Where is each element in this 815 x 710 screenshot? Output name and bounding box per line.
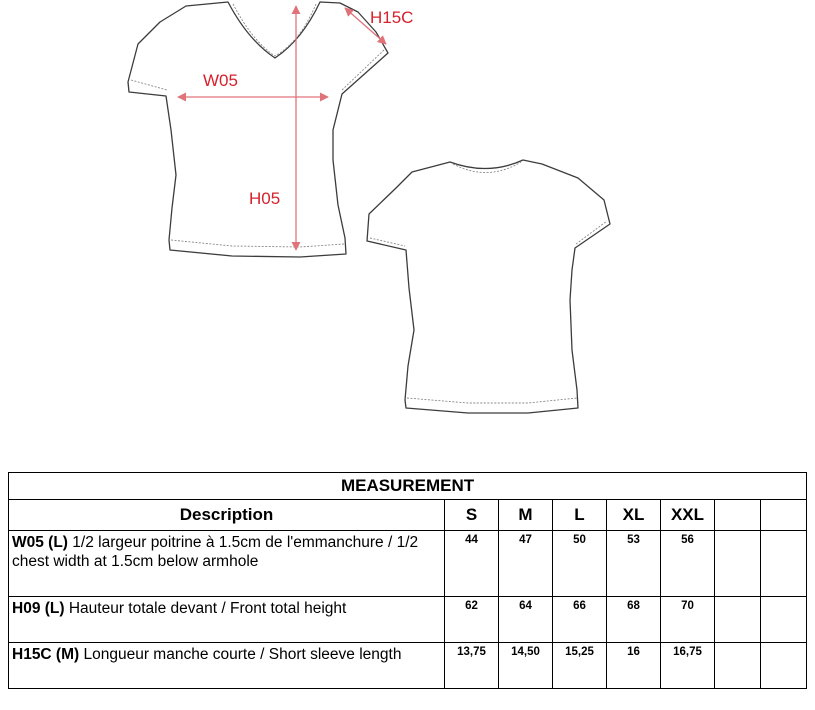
value-cell: 64 [499,597,553,643]
value-cell: 62 [445,597,499,643]
size-header [715,500,761,531]
label-h15c: H15C [370,8,414,27]
row-text: Hauteur totale devant / Front total height [68,600,347,617]
value-cell: 68 [607,597,661,643]
value-cell: 70 [661,597,715,643]
table-row [9,643,807,689]
measurement-table [8,472,807,689]
value-cell [761,597,807,643]
table-header-row [9,500,807,531]
table-row [9,531,807,597]
value-cell: 47 [499,531,553,597]
value-cell [715,643,761,689]
row-description [9,643,445,689]
row-code: W05 (L) [12,534,68,551]
row-text: 1/2 largeur poitrine à 1.5cm de l'emmanchure / 1/2 chest width at 1.5cm below armhole [12,534,419,570]
back-view-tshirt [367,160,610,413]
row-code: H09 (L) [12,600,65,617]
label-h05: H05 [249,189,281,208]
label-w05: W05 [203,71,238,90]
value-cell: 16,75 [661,643,715,689]
row-text: Longueur manche courte / Short sleeve length [83,646,402,663]
row-code: H15C (M) [12,646,80,663]
value-cell: 14,50 [499,643,553,689]
size-header: XXL [661,500,715,531]
row-description [9,531,445,597]
value-cell: 44 [445,531,499,597]
value-cell [761,643,807,689]
size-header: M [499,500,553,531]
value-cell [715,597,761,643]
value-cell [761,531,807,597]
value-cell: 15,25 [553,643,607,689]
size-header: S [445,500,499,531]
value-cell: 53 [607,531,661,597]
size-header [761,500,807,531]
table-row [9,597,807,643]
value-cell: 50 [553,531,607,597]
size-header: XL [607,500,661,531]
table-title: MEASUREMENT [9,473,807,500]
row-description [9,597,445,643]
front-view-tshirt [128,2,388,257]
value-cell [715,531,761,597]
value-cell: 13,75 [445,643,499,689]
description-header: Description [9,500,445,531]
size-header: L [553,500,607,531]
value-cell: 16 [607,643,661,689]
value-cell: 56 [661,531,715,597]
value-cell: 66 [553,597,607,643]
